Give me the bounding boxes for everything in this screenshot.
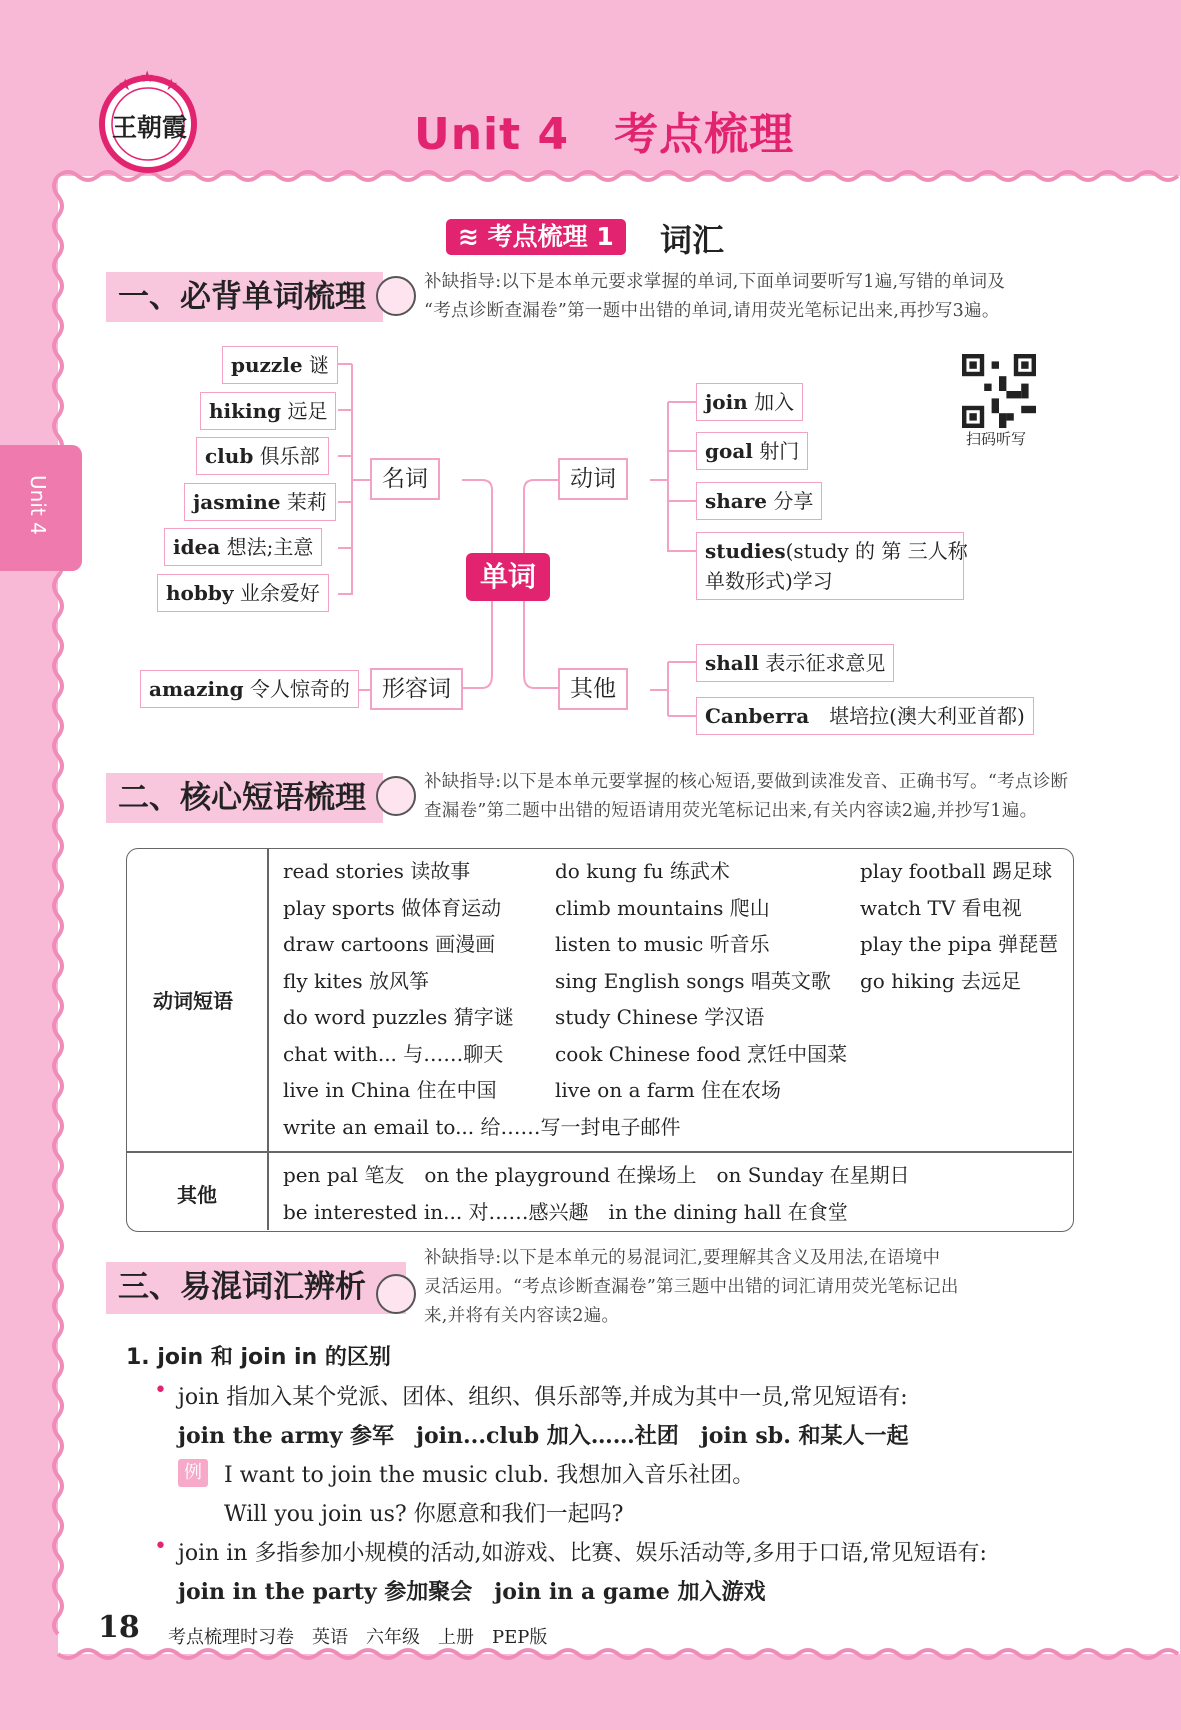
example-tag: 例 [178, 1459, 208, 1487]
phrase-table [126, 848, 1074, 1232]
section-title: 词汇 [660, 221, 725, 259]
word-en: share [705, 489, 768, 513]
category-noun: 名词 [370, 458, 440, 500]
example-sentence: I want to join the music club. 我想加入音乐社团。 [224, 1463, 755, 1488]
noun-item [222, 346, 338, 384]
word-en: studies [705, 539, 786, 563]
verb-item [696, 383, 803, 421]
phrase-item: do word puzzles 猜字谜 [283, 1005, 514, 1029]
word-zh: 表示征求意见 [765, 651, 886, 675]
part2-heading: 二、核心短语梳理 [106, 773, 383, 823]
noun-item [164, 528, 322, 566]
phrase-item: listen to music 听音乐 [555, 932, 770, 956]
bullet-text: join in 多指参加小规模的活动,如游戏、比赛、娱乐活动等,多用于口语,常见短语有: [178, 1541, 987, 1566]
word-en: amazing [149, 677, 244, 701]
word-zh: 分享 [773, 489, 814, 513]
word-en: join [705, 390, 748, 414]
phrase-item: study Chinese 学汉语 [555, 1005, 765, 1029]
guide-line: “考点诊断查漏卷”第一题中出错的单词,请用荧光笔标记出来,再抄写3遍。 [424, 301, 1000, 321]
phrase-item: play football 踢足球 [860, 859, 1053, 883]
verb-item [696, 532, 968, 600]
noun-item [157, 574, 329, 612]
phrase-column [860, 853, 1058, 999]
phrase-item: play the pipa 弹琵琶 [860, 932, 1059, 956]
guide-line: 补缺指导:以下是本单元要掌握的核心短语,要做到读准发音、正确书写。“考点诊断 [424, 772, 1069, 792]
guide-line: 来,并将有关内容读2遍。 [424, 1306, 620, 1326]
word-zh: 俱乐部 [259, 444, 320, 468]
part2-guide [424, 768, 1068, 826]
other-phrases [283, 1157, 910, 1230]
table-divider [127, 1151, 1072, 1153]
word-en: club [205, 444, 254, 468]
phrase-item: do kung fu 练武术 [555, 859, 730, 883]
phrase-item: live on a farm 住在农场 [555, 1078, 782, 1102]
other-item [696, 644, 894, 682]
student-avatar-icon [376, 1274, 416, 1314]
phrase-item: sing English songs 唱英文歌 [555, 968, 831, 993]
category-other: 其他 [558, 668, 628, 710]
bullet-dot-icon: • [154, 1378, 167, 1403]
side-tab-label: Unit 4 [26, 475, 50, 535]
table-divider [267, 849, 269, 1230]
word-en: goal [705, 439, 753, 463]
word-en: hiking [209, 399, 282, 423]
adj-item [140, 670, 359, 708]
svg-text:★: ★ [164, 75, 179, 94]
word-zh: (study 的 第 三人称 [785, 539, 968, 563]
word-en: jasmine [193, 490, 281, 514]
phrase-line: be interested in... 对……感兴趣 in the dining hall 在食堂 [283, 1199, 848, 1224]
other-item [696, 697, 1034, 735]
phrase-line: join the army 参军 join...club 加入……社团 join sb. 和某人一起 [178, 1423, 909, 1449]
phrase-column [555, 853, 847, 1109]
example-sentence: Will you join us? 你愿意和我们一起吗? [224, 1502, 624, 1527]
word-zh: 令人惊奇的 [249, 677, 350, 701]
bullet-dot-icon: • [154, 1534, 167, 1559]
logo-text: 王朝霞 [112, 113, 188, 142]
svg-text:★: ★ [140, 70, 155, 86]
word-zh: 谜 [308, 353, 329, 377]
guide-line: 灵活运用。“考点诊断查漏卷”第三题中出错的词汇请用荧光笔标记出 [424, 1277, 959, 1297]
phrase-line: pen pal 笔友 on the playground 在操场上 on Sunday 在星期日 [283, 1163, 910, 1187]
phrase-item: climb mountains 爬山 [555, 895, 770, 920]
word-zh: 射门 [759, 439, 800, 463]
row-label-others: 其他 [177, 1183, 217, 1207]
word-en: shall [705, 651, 759, 675]
student-avatar-icon [376, 776, 416, 816]
section-badge: ≋ 考点梳理 1 [446, 219, 626, 255]
word-zh: 远足 [287, 399, 328, 423]
word-zh: 堪培拉(澳大利亚首都) [829, 704, 1025, 728]
phrase-item: cook Chinese food 烹饪中国菜 [555, 1041, 848, 1066]
word-zh: 茉莉 [286, 490, 327, 514]
mindmap-center: 单词 [466, 553, 550, 601]
row-label-verb-phrases: 动词短语 [153, 989, 233, 1013]
phrase-item: watch TV 看电视 [860, 895, 1022, 920]
guide-line: 查漏卷”第二题中出错的短语请用荧光笔标记出来,有关内容读2遍,并抄写1遍。 [424, 801, 1038, 821]
word-zh: 加入 [754, 390, 795, 414]
noun-item [196, 437, 329, 475]
phrase-line: join in the party 参加聚会 join in a game 加入游戏 [178, 1579, 766, 1605]
item-title: 1. join 和 join in 的区别 [126, 1345, 391, 1370]
phrase-item: play sports 做体育运动 [283, 895, 502, 920]
page-number: 18 [98, 1610, 140, 1645]
word-en: hobby [166, 581, 234, 605]
category-verb: 动词 [558, 458, 628, 500]
part1-heading: 一、必背单词梳理 [106, 272, 383, 322]
page-title: Unit 4 考点梳理 [414, 109, 795, 160]
word-zh: 业余爱好 [239, 581, 320, 605]
phrase-item: draw cartoons 画漫画 [283, 932, 496, 956]
word-zh: 想法;主意 [226, 535, 314, 559]
word-en: idea [173, 535, 221, 559]
verb-item [696, 482, 822, 520]
verb-item [696, 432, 808, 470]
guide-line: 补缺指导:以下是本单元要求掌握的单词,下面单词要听写1遍,写错的单词及 [424, 272, 1006, 292]
phrase-item: chat with... 与……聊天 [283, 1041, 504, 1066]
phrase-item: live in China 住在中国 [283, 1078, 497, 1102]
qr-caption: 扫码听写 [966, 430, 1027, 448]
word-en: puzzle [231, 353, 303, 377]
noun-item [184, 483, 336, 521]
phrase-item: read stories 读故事 [283, 859, 471, 883]
guide-line: 补缺指导:以下是本单元的易混词汇,要理解其含义及用法,在语境中 [424, 1248, 941, 1268]
bullet-text: join 指加入某个党派、团体、组织、俱乐部等,并成为其中一员,常见短语有: [178, 1385, 908, 1410]
footer-text: 考点梳理时习卷 英语 六年级 上册 PEP版 [168, 1627, 548, 1648]
svg-text:★: ★ [118, 75, 133, 94]
word-zh: 单数形式)学习 [705, 569, 833, 593]
phrase-item: go hiking 去远足 [860, 968, 1022, 993]
phrase-item: write an email to... 给……写一封电子邮件 [283, 1114, 681, 1139]
category-adj: 形容词 [370, 668, 463, 710]
part3-guide [424, 1244, 959, 1331]
noun-item [200, 392, 336, 430]
phrase-item: fly kites 放风筝 [283, 968, 430, 993]
word-en: Canberra [705, 704, 810, 728]
part3-heading: 三、易混词汇辨析 [106, 1262, 406, 1314]
